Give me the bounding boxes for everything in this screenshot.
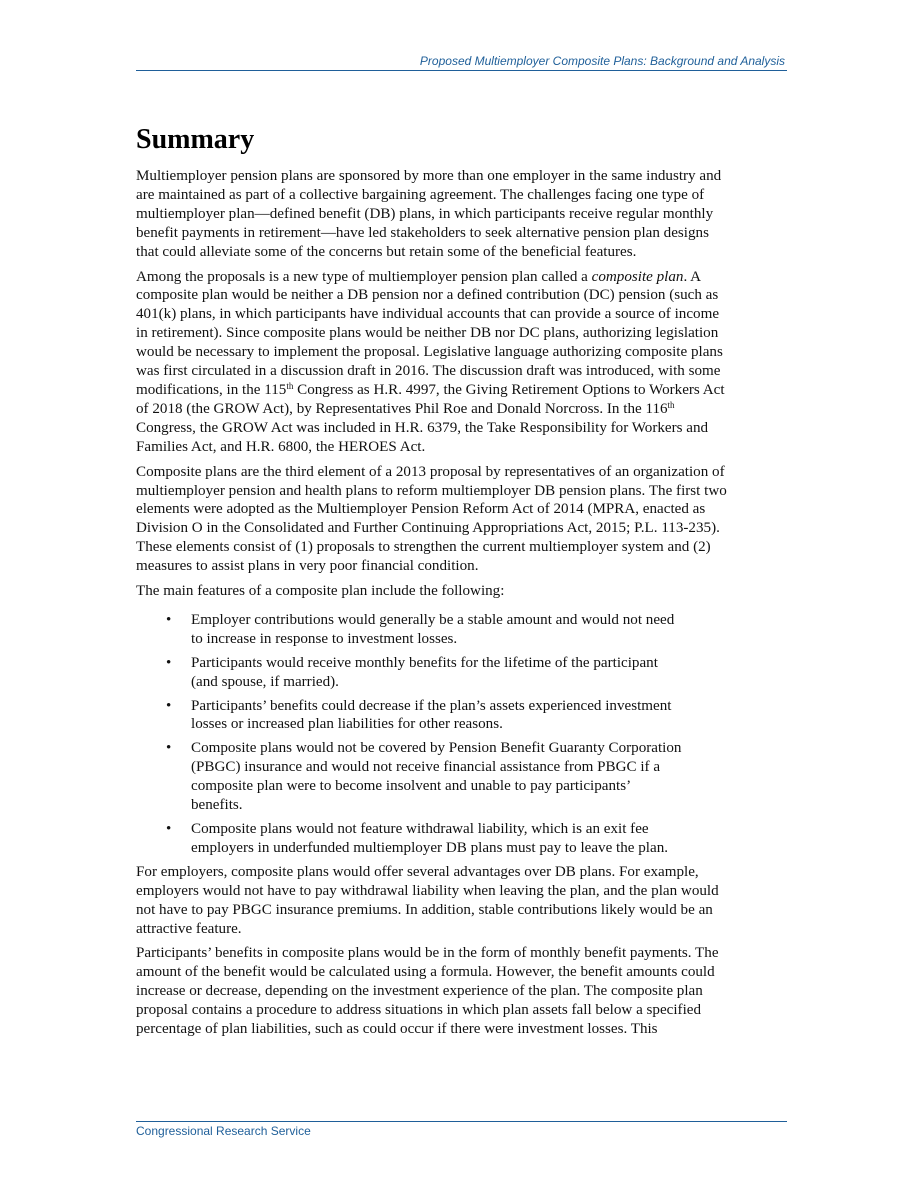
text-run: Among the proposals is a new type of multiemployer pension plan called a [136,268,592,285]
list-item [136,739,788,815]
section-title: Summary [136,124,255,155]
text-run: modifications, in the 115 [136,381,287,398]
text-line: Congress, the GROW Act was included in H.R. 6379, the Take Responsibility for Workers and [136,419,709,436]
text-line: Composite plans would not be covered by Pension Benefit Guaranty Corporation [191,740,682,757]
text-line: to increase in response to investment losses. [191,630,458,647]
text-line [136,268,788,287]
text-line: measures to assist plans in very poor financial condition. [136,558,479,575]
list-item [136,654,788,692]
text-line: composite plan were to become insolvent and unable to pay participants’ [191,778,632,795]
text-line: Composite plans would not feature withdrawal liability, which is an exit fee [191,821,649,837]
text-line: Employer contributions would generally be a stable amount and would not need [191,611,675,628]
text-line: are maintained as part of a collective bargaining agreement. The challenges facing one type of [136,186,705,203]
text-line: 401(k) plans, in which participants have individual accounts that can provide a source of income [136,306,720,323]
text-line: Division O in the Consolidated and Further Continuing Appropriations Act, 2015; P.L. 113-235). [136,520,720,537]
paragraph-background [136,463,788,576]
text-line: benefit payments in retirement—have led stakeholders to seek alternative pension plan designs [136,224,709,241]
text-line: employers in underfunded multiemployer DB plans must pay to leave the plan. [191,839,669,856]
text-line: increase or decrease, depending on the investment experience of the plan. The composite plan [136,983,703,1000]
text-line [136,381,788,400]
bullet-icon: • [166,697,172,714]
list-item [136,697,788,735]
text-line: losses or increased plan liabilities for other reasons. [191,716,503,733]
text-line: (and spouse, if married). [191,673,339,690]
text-run: Congress as H.R. 4997, the Giving Retirement Options to Workers Act [293,381,725,398]
text-line: (PBGC) insurance and would not receive financial assistance from PBGC if a [191,759,661,776]
text-line: These elements consist of (1) proposals to strengthen the current multiemployer system and (2) [136,539,711,556]
text-run: of 2018 (the GROW Act), by Representatives Phil Roe and Donald Norcross. In the 116 [136,400,668,417]
text-line: multiemployer pension and health plans to reform multiemployer DB pension plans. The first two [136,482,727,499]
paragraph-participants [136,944,788,1039]
text-line: elements were adopted as the Multiemployer Pension Reform Act of 2014 (MPRA, enacted as [136,501,706,518]
text-line: Participants’ benefits in composite plans would be in the form of monthly benefit payments. The [136,945,719,962]
page-footer [136,1121,787,1138]
text-line: Participants’ benefits could decrease if the plan’s assets experienced investment [191,697,672,714]
text-line: percentage of plan liabilities, such as could occur if there were investment losses. This [136,1021,658,1038]
text-line: employers would not have to pay withdrawal liability when leaving the plan, and the plan would [136,882,719,899]
ordinal-suffix: th [667,399,675,410]
page-header [136,54,787,71]
text-line: was first circulated in a discussion draft in 2016. The discussion draft was introduced, with some [136,363,721,380]
text-run: . A [683,268,702,285]
running-title: Proposed Multiemployer Composite Plans: Background and Analysis [419,54,785,68]
text-line: that could alleviate some of the concerns but retain some of the beneficial features. [136,243,637,260]
paragraph-intro [136,167,788,262]
bullet-icon: • [166,654,172,671]
text-line: not have to pay PBGC insurance premiums. In addition, stable contributions likely would be an [136,901,713,918]
list-item [136,611,788,649]
features-list [136,611,788,858]
paragraph-features-intro: The main features of a composite plan include the following: [136,583,505,600]
text-line: attractive feature. [136,920,242,937]
text-line: Composite plans are the third element of a 2013 proposal by representatives of an organization of [136,463,725,480]
publisher-name: Congressional Research Service [136,1124,311,1138]
text-line [136,400,788,419]
text-line: amount of the benefit would be calculated using a formula. However, the benefit amounts could [136,964,715,981]
bullet-icon: • [166,821,172,837]
paragraph-proposals [136,268,788,457]
term-composite-plan: composite plan [591,268,684,285]
text-line: For employers, composite plans would offer several advantages over DB plans. For example, [136,863,699,880]
text-line: multiemployer plan—defined benefit (DB) plans, in which participants receive regular monthly [136,205,714,222]
paragraph-employers [136,863,788,939]
bullet-icon: • [166,611,172,628]
bullet-icon: • [166,740,172,757]
text-line: proposal contains a procedure to address situations in which plan assets fall below a specified [136,1002,702,1019]
text-line: Families Act, and H.R. 6800, the HEROES Act. [136,438,426,455]
text-line: Participants would receive monthly benefits for the lifetime of the participant [191,654,658,671]
list-item [136,820,788,858]
page-content [136,122,788,1045]
text-line: Multiemployer pension plans are sponsored by more than one employer in the same industry and [136,168,722,184]
text-line: would be necessary to implement the proposal. Legislative language authorizing composite plans [136,344,723,361]
ordinal-suffix: th [286,380,294,391]
text-line: in retirement). Since composite plans would be neither DB nor DC plans, authorizing legislation [136,325,719,342]
text-line: composite plan would be neither a DB pension nor a defined contribution (DC) pension (such as [136,287,719,304]
text-line: benefits. [191,797,243,814]
